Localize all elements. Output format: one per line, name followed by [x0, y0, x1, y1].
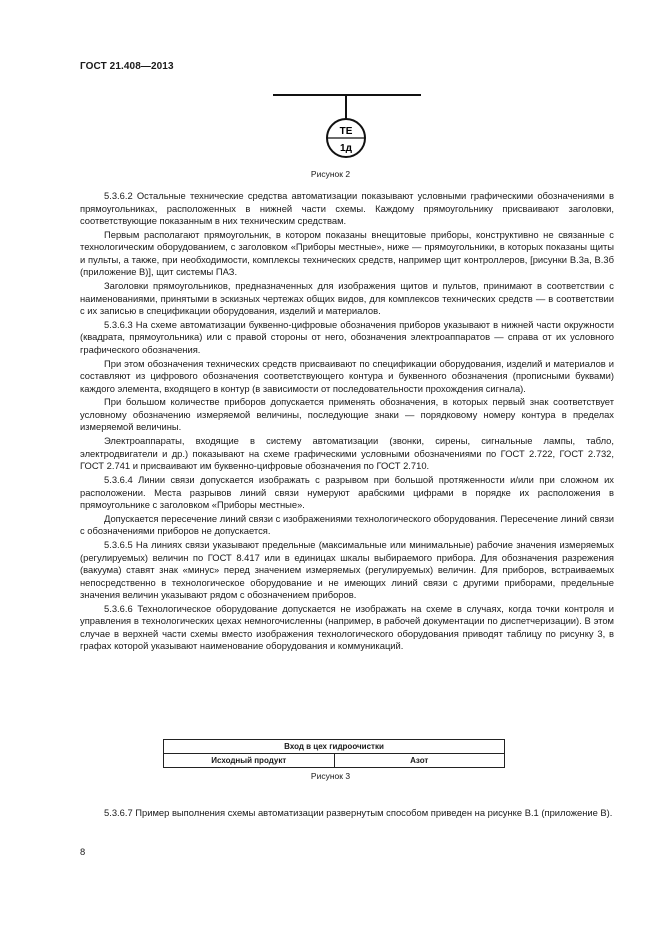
- paragraph: Заголовки прямоугольников, предназначенных для изображения щитов и пультов, принимают в соответствии с наименованиями, принятыми в эскизных чертежах общих видов, для комплексов технических средств — в соответствии с их записью в спецификации оборудования, изделий и материалов.: [80, 280, 614, 317]
- page-number: 8: [80, 846, 86, 857]
- table-header-cell: Вход в цех гидроочистки: [164, 740, 505, 754]
- paragraph: Допускается пересечение линий связи с изображениями технологического оборудования. Пересечение линий связи с обозначениями приборов не допускается.: [80, 512, 614, 537]
- figure-3-table: [163, 739, 505, 768]
- table-cell: Азот: [334, 754, 505, 768]
- main-text: [80, 190, 614, 654]
- table-cell: Исходный продукт: [164, 754, 335, 768]
- paragraph: Электроаппараты, входящие в систему автоматизации (звонки, сирены, сигнальные лампы, табло, электродвигатели и др.) показывают на схеме графическими условными обозначениями по ГОСТ 2.722, ГОСТ 2.732, ГОСТ 2.741 и присваивают им буквенно-цифровые обозначения по ГОСТ 2.710.: [80, 435, 614, 472]
- paragraph: 5.3.6.6 Технологическое оборудование допускается не изображать на схеме в случаях, когда точки контроля и управления в технологических цехах немногочисленны (например, в рабочей документации по диспетчеризации). В этом случае в верхней части схемы вместо изображения технологического оборудования приводят таблицу по рисунку 3, в графах которой указывают наименование оборудования и коммуникаций.: [80, 602, 614, 652]
- paragraph: 5.3.6.3 На схеме автоматизации буквенно-цифровые обозначения приборов указывают в нижней части окружности (квадрата, прямоугольника) или с правой стороны от него, обозначения электроаппаратов — справа от их условного графического обозначения.: [80, 318, 614, 355]
- paragraph: 5.3.6.2 Остальные технические средства автоматизации показывают условными графическими обозначениями в прямоугольниках, расположенных в нижней части схемы. Каждому прямоугольнику присваивают заголовки, соответствующие показанным в них техническим средствам.: [80, 190, 614, 226]
- paragraph: Первым располагают прямоугольник, в котором показаны внещитовые приборы, конструктивно не связанные с технологическим оборудованием, с заголовком «Приборы местные», ниже — прямоугольники, в которых показаны щиты и пульты, а также, при необходимости, комплексы технических средств, например щит контроллеров, [рисунки В.3а, В.3б (приложение В)], щит системы ПАЗ.: [80, 228, 614, 278]
- table-row: [164, 740, 505, 754]
- figure-3-caption: Рисунок 3: [310, 771, 351, 781]
- paragraph: 5.3.6.5 На линиях связи указывают предельные (максимальные или минимальные) рабочие значения измеряемых (регулируемых) величин по ГОСТ 8.417 или в единицах шкалы выбираемого прибора. Для обозначения разрежения (вакуума) ставят знак «минус» перед значением измеряемых (регулируемых) величин. Для приборов, встраиваемых непосредственно в технологическое оборудование и не имеющих линий связи с другими приборами, предельные значения величин указывают рядом с обозначением приборов.: [80, 539, 614, 601]
- instrument-function: TE: [339, 126, 353, 137]
- paragraph: При большом количестве приборов допускается применять обозначения, в которых первый знак соответствует условному обозначению измеряемой величины, последующие знаки — порядковому номеру контура в пределах измеряемой величины.: [80, 396, 614, 433]
- paragraph: 5.3.6.4 Линии связи допускается изображать с разрывом при большой протяженности и/или при сложном их расположении. Места разрывов линий связи нумеруют арабскими цифрами в порядке их расположения в прямоугольнике с заголовком «Приборы местные».: [80, 474, 614, 511]
- closing-text: [80, 807, 614, 820]
- document-code: ГОСТ 21.408—2013: [80, 61, 174, 72]
- instrument-tag: 1д: [340, 143, 352, 154]
- paragraph: При этом обозначения технических средств присваивают по спецификации оборудования, изделий и материалов и составляют из цифрового обозначения соответствующего контура и буквенного обозначения (прописными буквами) каждого элемента, входящего в контур (в зависимости от последовательности прохождения сигнала).: [80, 357, 614, 394]
- figure-2-caption: Рисунок 2: [310, 169, 351, 179]
- table-row: [164, 754, 505, 768]
- paragraph: 5.3.6.7 Пример выполнения схемы автоматизации развернутым способом приведен на рисунке В.1 (приложение В).: [104, 807, 613, 818]
